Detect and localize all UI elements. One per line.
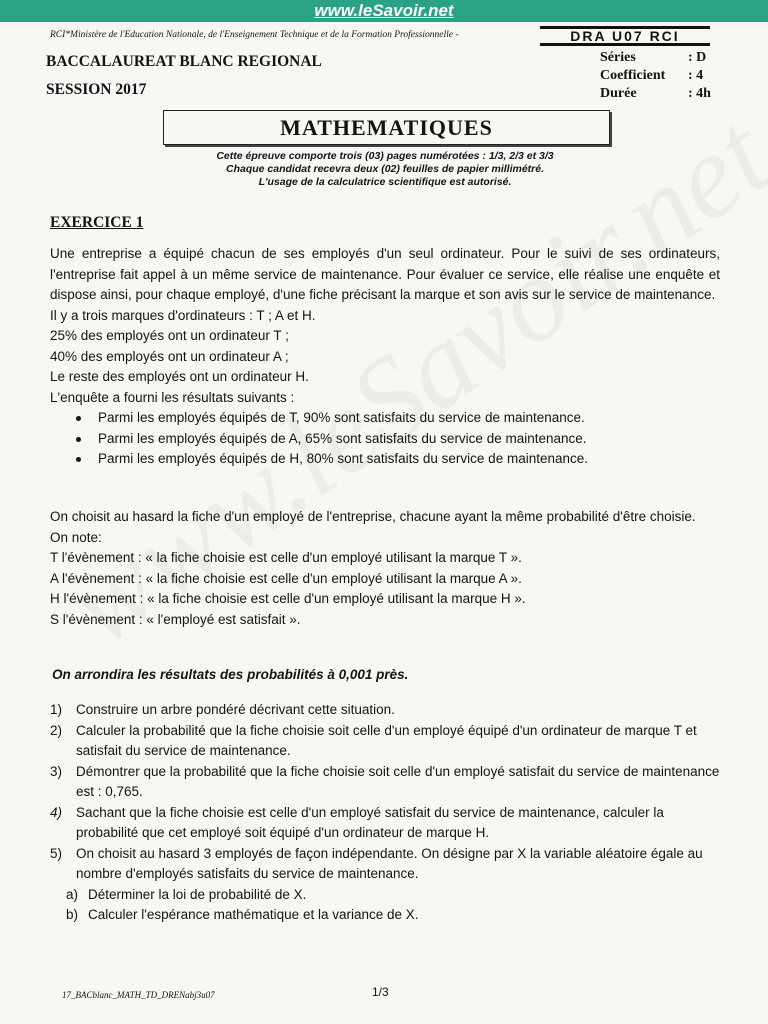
- series-value: : D: [688, 50, 707, 65]
- question-item: [50, 721, 720, 762]
- subject-title: MATHEMATIQUES: [163, 110, 610, 145]
- instruction-line: L'usage de la calculatrice scientifique est autorisé.: [258, 176, 512, 188]
- event-line: A l'évènement : « la fiche choisie est celle d'un employé utilisant la marque A ».: [50, 570, 522, 586]
- rounding-note: On arrondira les résultats des probabilités à 0,001 près.: [52, 667, 409, 682]
- coefficient-value: : 4: [688, 68, 704, 83]
- choice-paragraph: On choisit au hasard la fiche d'un employé de l'entreprise, chacune ayant la même probabilité d'être choisie.: [50, 509, 696, 524]
- exam-header: [46, 48, 322, 104]
- exam-session: SESSION 2017: [46, 81, 147, 98]
- list-item: Parmi les employés équipés de T, 90% sont satisfaits du service de maintenance.: [50, 408, 720, 429]
- exercise-intro: [50, 244, 720, 470]
- question-item: [50, 844, 720, 885]
- statement-line: Il y a trois marques d'ordinateurs : T ; A et H.: [50, 307, 316, 323]
- coefficient-label: Coefficient: [600, 68, 666, 83]
- exam-name: BACCALAUREAT BLANC REGIONAL: [46, 53, 322, 70]
- subquestion-item: [50, 905, 720, 926]
- question-text: Calculer la probabilité que la fiche choisie soit celle d'un employé équipé d'un ordinateur de marque T et satisfait du service de maintenance.: [76, 722, 697, 758]
- question-number: 2): [50, 722, 63, 738]
- ministry-line: RCI*Ministère de l'Education Nationale, de l'Enseignement Technique et de la Formation Professionnelle -: [50, 30, 459, 40]
- results-list: [50, 408, 720, 470]
- list-item: Parmi les employés équipés de A, 65% sont satisfaits du service de maintenance.: [50, 429, 720, 450]
- exercise-events: [50, 507, 720, 630]
- exam-instructions: [150, 150, 620, 189]
- question-item: [50, 803, 720, 844]
- duration-value: : 4h: [688, 86, 711, 101]
- question-number: 5): [50, 845, 63, 861]
- question-item: [50, 700, 720, 721]
- note-label: On note:: [50, 529, 102, 545]
- subquestion-number: a): [66, 886, 79, 902]
- question-text: Sachant que la fiche choisie est celle d'un employé satisfait du service de maintenance, calculer la probabilité que cet employé soit équipé d'un ordinateur de marque H.: [76, 804, 664, 840]
- statement-line: L'enquête a fourni les résultats suivants :: [50, 389, 295, 405]
- site-banner-link[interactable]: www.leSavoir.net: [0, 0, 768, 22]
- page-number: 1/3: [372, 985, 389, 999]
- series-label: Séries: [600, 50, 636, 65]
- question-number: 3): [50, 763, 63, 779]
- subquestion-text: Déterminer la loi de probabilité de X.: [88, 886, 307, 902]
- question-number: 1): [50, 702, 63, 717]
- file-code: 17_BACblanc_MATH_TD_DRENabj3u07: [62, 990, 215, 1000]
- list-item: Parmi les employés équipés de H, 80% sont satisfaits du service de maintenance.: [50, 449, 720, 470]
- instruction-line: Chaque candidat recevra deux (02) feuilles de papier millimétré.: [225, 163, 545, 175]
- event-line: H l'évènement : « la fiche choisie est celle d'un employé utilisant la marque H ».: [50, 591, 526, 606]
- subquestion-item: [50, 885, 720, 906]
- exam-code: DRA U07 RCI: [540, 26, 710, 46]
- questions-list: [50, 700, 720, 926]
- subquestion-text: Calculer l'espérance mathématique et la variance de X.: [88, 907, 419, 922]
- duration-label: Durée: [600, 86, 637, 101]
- exam-info: [600, 49, 711, 103]
- instruction-line: Cette épreuve comporte trois (03) pages numérotées : 1/3, 2/3 et 3/3: [216, 150, 554, 162]
- statement-line: Le reste des employés ont un ordinateur H.: [50, 369, 309, 384]
- exercise-title: EXERCICE 1: [50, 214, 144, 231]
- subquestion-number: b): [66, 907, 79, 922]
- statement-line: 40% des employés ont un ordinateur A ;: [50, 348, 289, 364]
- intro-paragraph: Une entreprise a équipé chacun de ses employés d'un seul ordinateur. Pour le suivi de ses ordinateurs, l'entreprise fait appel à un même service de maintenance. Pour évaluer ce service, elle réalise une enquête et dispose ainsi, pour chaque employé, d'une fiche précisant la marque et son avis sur le service de maintenance.: [50, 246, 720, 302]
- question-text: Démontrer que la probabilité que la fiche choisie soit celle d'un employé satisfait du service de maintenance est : 0,765.: [76, 763, 720, 799]
- question-text: On choisit au hasard 3 employés de façon indépendante. On désigne par X la variable aléatoire égale au nombre d'employés satisfaits du service de maintenance.: [76, 845, 703, 881]
- event-line: S l'évènement : « l'employé est satisfait ».: [50, 611, 301, 627]
- question-item: [50, 762, 720, 803]
- event-line: T l'évènement : « la fiche choisie est celle d'un employé utilisant la marque T ».: [50, 550, 522, 565]
- statement-line: 25% des employés ont un ordinateur T ;: [50, 328, 289, 343]
- question-text: Construire un arbre pondéré décrivant cette situation.: [76, 702, 395, 717]
- question-number: 4): [50, 804, 63, 820]
